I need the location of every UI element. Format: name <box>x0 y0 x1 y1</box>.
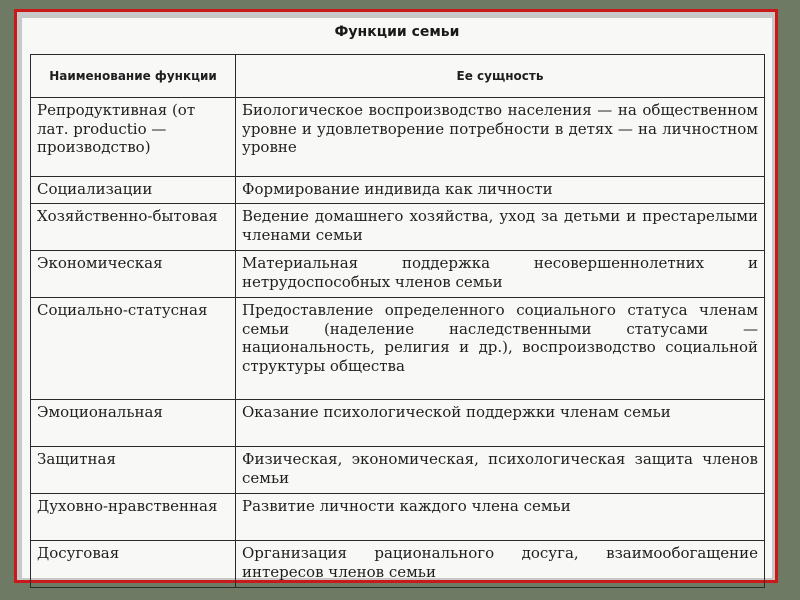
function-name-cell: Эмоциональная <box>31 400 236 447</box>
table-title: Функции семьи <box>334 24 460 40</box>
table-row <box>31 204 765 251</box>
family-functions-table <box>30 54 765 588</box>
table-header-row <box>31 55 765 98</box>
table-row <box>31 400 765 447</box>
function-name-cell: Защитная <box>31 447 236 494</box>
function-name-cell: Экономическая <box>31 251 236 298</box>
function-name-cell: Социализации <box>31 177 236 204</box>
header-essence: Ее сущность <box>236 55 765 98</box>
table-row <box>31 494 765 541</box>
function-essence-cell: Физическая, экономическая, психологическая защита членов семьи <box>236 447 765 494</box>
function-name-cell: Досуговая <box>31 541 236 588</box>
function-name-cell: Репродуктивная (от лат. productio — производство) <box>31 98 236 177</box>
table-row <box>31 177 765 204</box>
function-essence-cell: Предоставление определенного социального статуса членам семьи (наделение наследственными статусами — национальность, религия и др.), воспроизводство социальной структуры общества <box>236 298 765 400</box>
function-essence-cell: Ведение домашнего хозяйства, уход за детьми и престарелыми членами семьи <box>236 204 765 251</box>
table-row <box>31 298 765 400</box>
function-essence-cell: Развитие личности каждого члена семьи <box>236 494 765 541</box>
header-function-name: Наименование функции <box>31 55 236 98</box>
function-essence-cell: Организация рационального досуга, взаимообогащение интересов членов семьи <box>236 541 765 588</box>
table-row <box>31 98 765 177</box>
function-name-cell: Хозяйственно-бытовая <box>31 204 236 251</box>
table-row <box>31 541 765 588</box>
function-name-cell: Социально-статусная <box>31 298 236 400</box>
function-essence-cell: Оказание психологической поддержки членам семьи <box>236 400 765 447</box>
function-name-cell: Духовно-нравственная <box>31 494 236 541</box>
function-essence-cell: Материальная поддержка несовершеннолетних и нетрудоспособных членов семьи <box>236 251 765 298</box>
function-essence-cell: Формирование индивида как личности <box>236 177 765 204</box>
document-page <box>22 18 772 581</box>
table-row <box>31 251 765 298</box>
function-essence-cell: Биологическое воспроизводство населения — на общественном уровне и удовлетворение потребности в детях — на личностном уровне <box>236 98 765 177</box>
table-row <box>31 447 765 494</box>
